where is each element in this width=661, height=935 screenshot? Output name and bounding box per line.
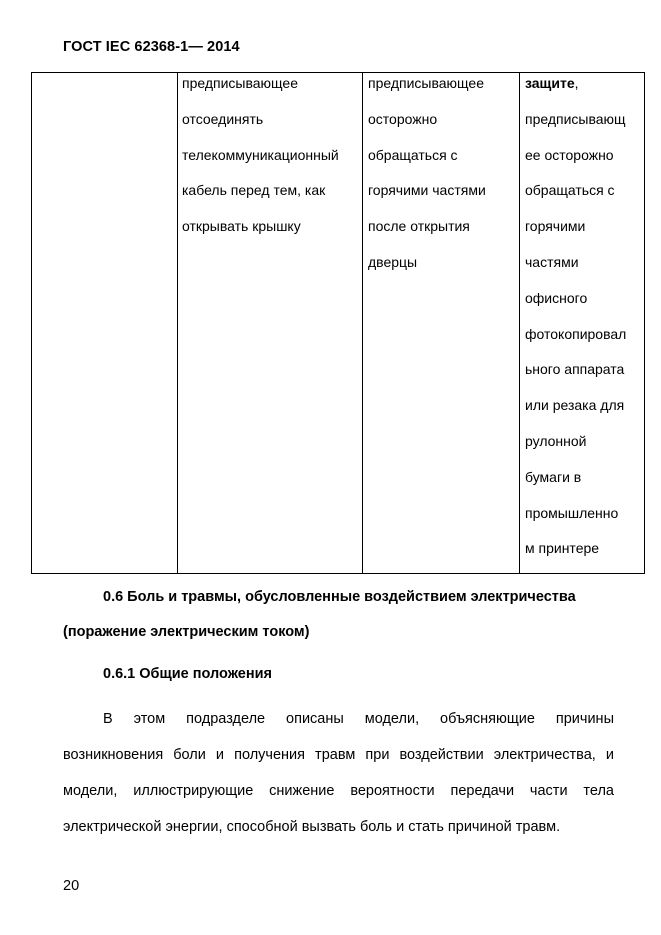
table-divider (519, 73, 520, 573)
cell-line: горячими частями (368, 182, 486, 199)
body-paragraph (63, 709, 614, 853)
cell-line: промышленно (525, 504, 619, 521)
cell-line: дверцы (368, 253, 418, 270)
cell-line: кабель перед тем, как (182, 182, 326, 199)
cell-line: горячими (525, 218, 586, 235)
cell-line: ее осторожно (525, 146, 614, 163)
cell-line: осторожно (368, 110, 438, 127)
warning-table (31, 72, 645, 574)
paragraph-line: В этом подразделе описаны модели, объясняющие причины (103, 711, 614, 727)
paragraph-line: модели, иллюстрирующие снижение вероятности передачи части тела (63, 783, 614, 799)
cell-line: ьного аппарата (525, 361, 625, 378)
cell-line: предписывающ (525, 110, 626, 127)
table-cell-col2 (182, 73, 339, 252)
cell-line: отсоединять (182, 110, 264, 127)
punctuation: , (574, 75, 579, 91)
cell-line: обращаться с (525, 182, 615, 199)
cell-line: после открытия (368, 218, 470, 235)
cell-line: бумаги в (525, 468, 582, 485)
cell-line: офисного (525, 289, 588, 306)
cell-line: частями (525, 253, 579, 270)
cell-line: м принтере (525, 540, 600, 557)
subsection-heading: 0.6.1 Общие положения (103, 666, 272, 682)
cell-line: предписывающее (368, 75, 484, 91)
cell-line (525, 73, 626, 109)
table-divider (177, 73, 178, 573)
page-number: 20 (63, 878, 80, 894)
table-cell-col4 (525, 73, 626, 574)
section-heading: 0.6 Боль и травмы, обусловленные воздействием электричества (103, 589, 576, 605)
paragraph-line: возникновения боли и получения травм при воздействии электричества, и (63, 747, 614, 763)
cell-line: предписывающее (182, 75, 298, 91)
cell-line: или резака для (525, 397, 625, 414)
document-header: ГОСТ IEC 62368-1— 2014 (63, 39, 240, 55)
table-divider (362, 73, 363, 573)
section-heading-continued: (поражение электрическим током) (63, 624, 310, 640)
table-cell-col3 (368, 73, 486, 288)
cell-line: рулонной (525, 432, 587, 449)
cell-line: телекоммуникационный (182, 146, 339, 163)
cell-line: открывать крышку (182, 218, 301, 235)
paragraph-line: электрической энергии, способной вызвать боль и стать причиной травм. (63, 819, 561, 835)
bold-word: защите (525, 75, 575, 91)
cell-line: обращаться с (368, 146, 458, 163)
cell-line: фотокопировал (525, 325, 627, 342)
